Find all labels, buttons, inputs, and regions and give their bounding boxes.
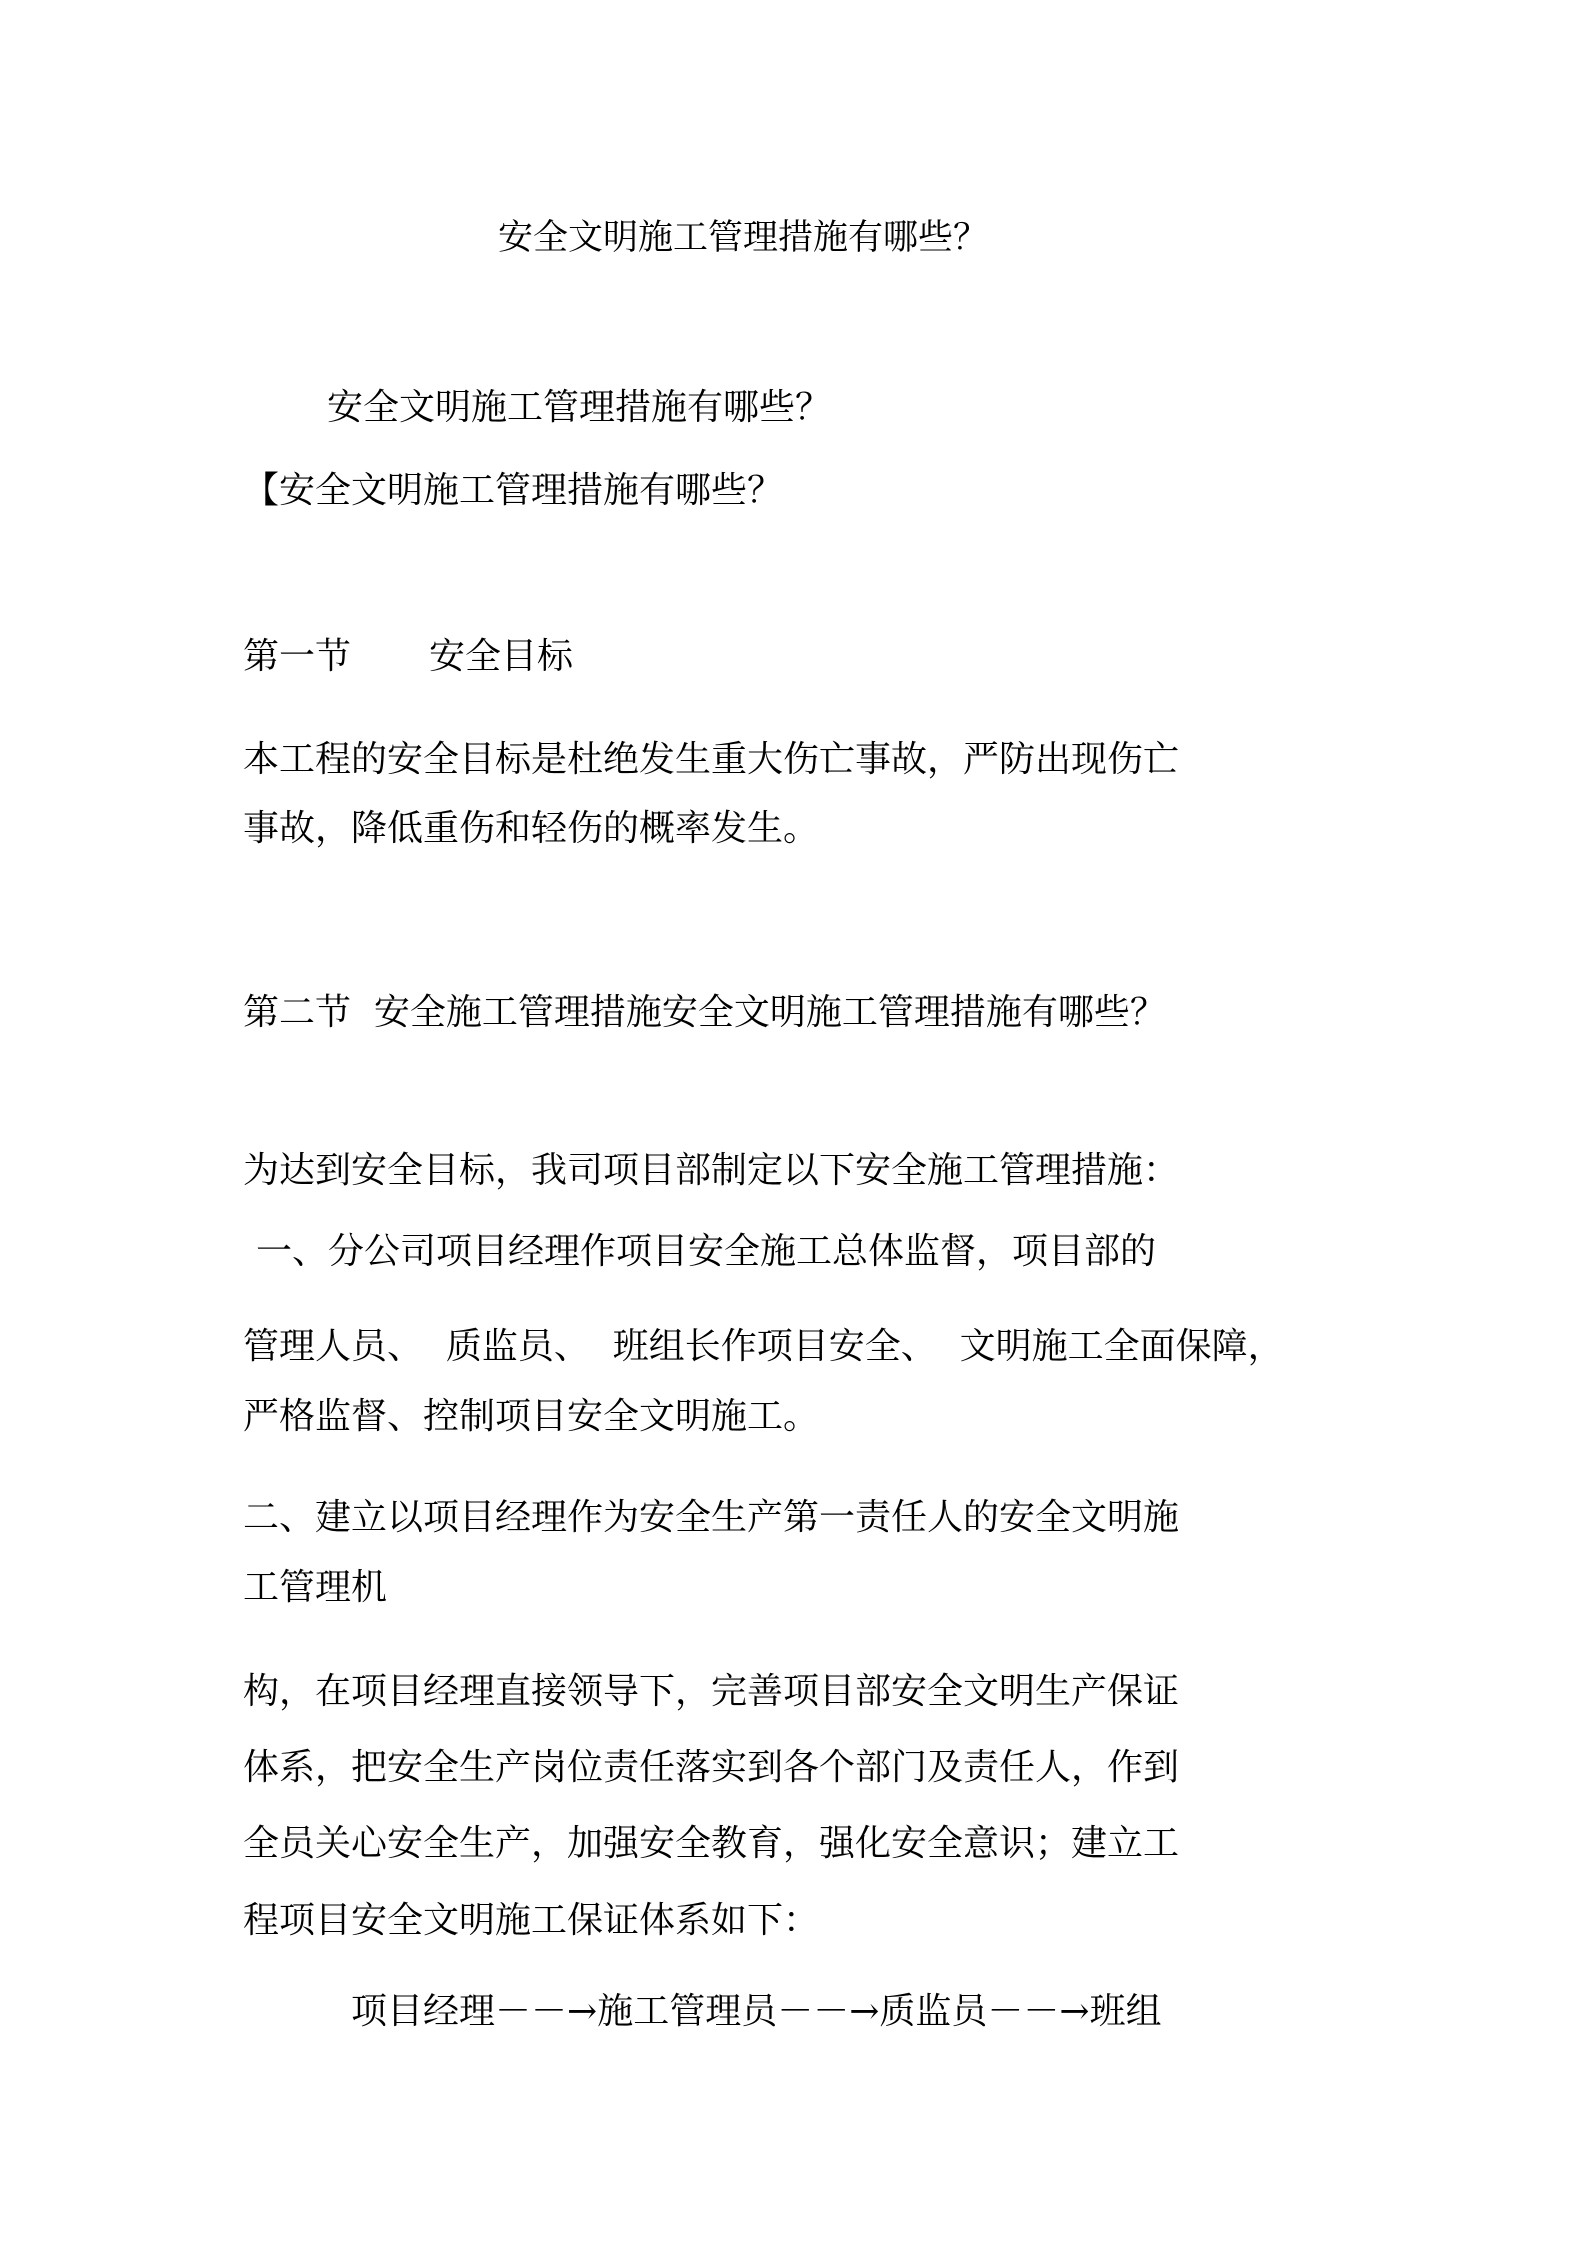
paragraph-line: 本工程的安全目标是杜绝发生重大伤亡事故，严防出现伤亡 (243, 739, 1180, 780)
list-item-2-continuation: 构，在项目经理直接领导下，完善项目部安全文明生产保证 (243, 1671, 1180, 1712)
section-1-heading (243, 635, 573, 679)
section-1-label: 第一节 (243, 636, 352, 677)
flow-arrow-icon: －－→ (987, 1991, 1090, 2032)
section-2-heading: 第二节 安全施工管理措施安全文明施工管理措施有哪些？ (243, 992, 1166, 1033)
list-item-2-line: 工管理机 (243, 1567, 388, 1608)
list-item-2-continuation: 程项目安全文明施工保证体系如下： (243, 1900, 820, 1941)
flow-step-construction-manager: 施工管理员 (597, 1991, 778, 2032)
flow-arrow-icon: －－→ (495, 1991, 598, 2032)
safety-organization-flow (351, 1990, 1162, 2034)
paragraph-line: 事故，降低重伤和轻伤的概率发生。 (243, 808, 820, 849)
flow-step-team: 班组 (1089, 1991, 1162, 2032)
section-2-intro: 为达到安全目标，我司项目部制定以下安全施工管理措施： (243, 1150, 1180, 1191)
bracketed-subtitle-line: 【安全文明施工管理措施有哪些？ (243, 470, 784, 511)
list-item-2-line: 二、建立以项目经理作为安全生产第一责任人的安全文明施 (243, 1497, 1180, 1538)
subtitle-line: 安全文明施工管理措施有哪些？ (327, 387, 832, 428)
list-item-1-line: 管理人员、 质监员、 班组长作项目安全、 文明施工全面保障， (243, 1326, 1284, 1367)
list-item-1-line: 一、分公司项目经理作项目安全施工总体监督，项目部的 (256, 1231, 1157, 1272)
flow-arrow-icon: －－→ (777, 1991, 880, 2032)
list-item-2-continuation: 全员关心安全生产，加强安全教育，强化安全意识；建立工 (243, 1823, 1180, 1864)
list-item-2-continuation: 体系，把安全生产岗位责任落实到各个部门及责任人，作到 (243, 1747, 1180, 1788)
flow-step-project-manager: 项目经理 (351, 1991, 496, 2032)
flow-step-quality-inspector: 质监员 (879, 1991, 988, 2032)
document-title: 安全文明施工管理措施有哪些？ (498, 218, 989, 258)
section-1-title: 安全目标 (429, 636, 574, 677)
list-item-1-line: 严格监督、控制项目安全文明施工。 (243, 1396, 820, 1437)
